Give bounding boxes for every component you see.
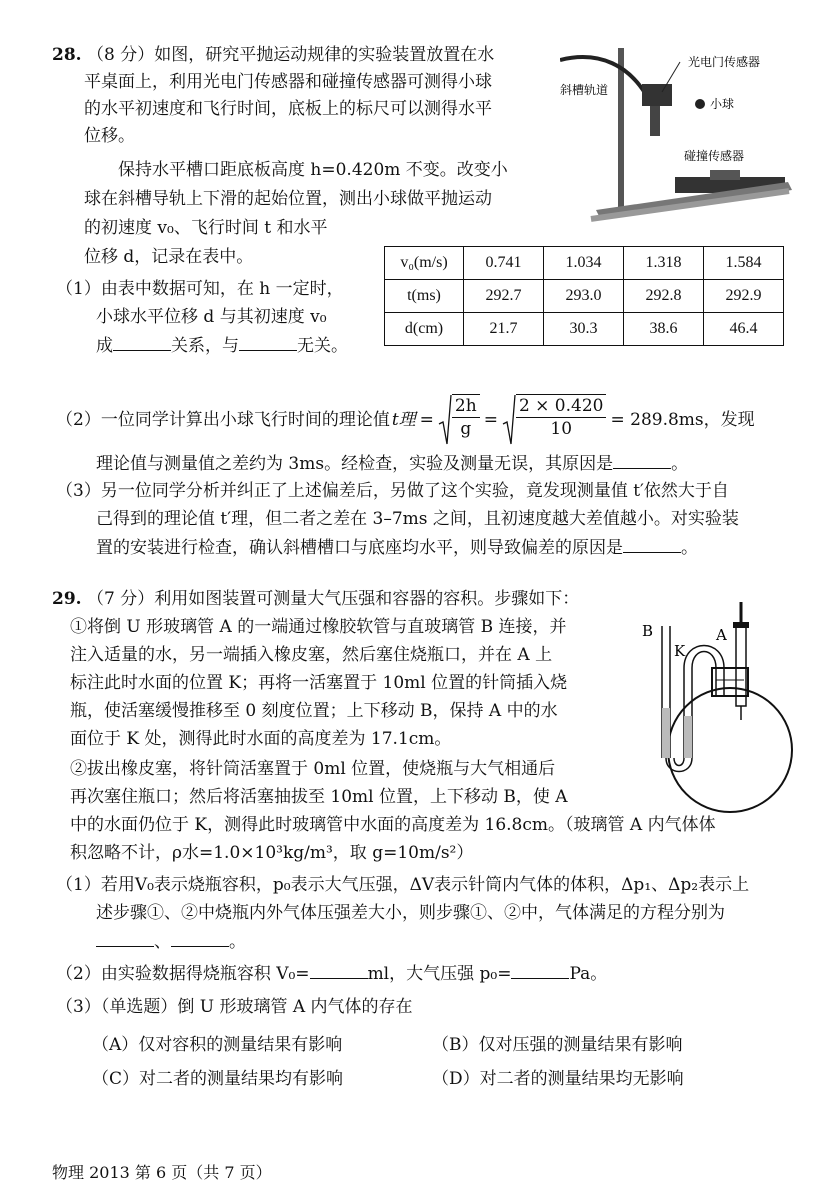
q29-step1-3: 标注此时水面的位置 K；再将一活塞置于 10ml 位置的针筒插入烧 xyxy=(70,673,568,693)
q29-sub1-3 xyxy=(96,930,246,953)
equals-sign: = xyxy=(483,410,498,430)
table-cell: 293.0 xyxy=(544,280,624,313)
q28-sub2-1 xyxy=(56,390,755,450)
q29-intro: 利用如图装置可测量大气压强和容器的容积。步骤如下： xyxy=(154,589,580,609)
table-cell: 1.318 xyxy=(624,247,704,280)
q29-step2-1: ②拔出橡皮塞，将针筒活塞置于 0ml 位置，使烧瓶与大气相通后 xyxy=(70,759,556,779)
sqrt-2h-over-g xyxy=(438,394,480,446)
answer-blank[interactable] xyxy=(623,536,681,553)
q29-score: （7 分） xyxy=(86,589,155,609)
q28-sub2-result: = 289.8ms，发现 xyxy=(610,410,755,430)
q28-sub1-1: （1）由表中数据可知，在 h 一定时， xyxy=(56,279,344,299)
page-footer: 物理 2013 第 6 页（共 7 页） xyxy=(52,1163,272,1182)
fraction-denominator: 10 xyxy=(550,419,573,439)
label-impact-sensor: 碰撞传感器 xyxy=(684,149,745,163)
answer-blank[interactable] xyxy=(310,962,368,979)
q29-number: 29. xyxy=(52,589,82,609)
q28-sub1-3 xyxy=(96,334,348,357)
separator: 、 xyxy=(154,932,171,952)
table-row xyxy=(385,280,784,313)
q28-sub3-2: 己得到的理论值 t′理，但二者之差在 3–7ms 之间，且初速度越大差值越小。对实验装 xyxy=(96,509,739,529)
fraction-numerator: 2h xyxy=(452,395,480,418)
sqrt-icon xyxy=(438,394,452,446)
q28-sub3-end: 。 xyxy=(681,538,698,558)
table-cell: 30.3 xyxy=(544,313,624,346)
q28-data-table xyxy=(384,246,784,346)
q28-intro-2: 平桌面上，利用光电门传感器和碰撞传感器可测得小球 xyxy=(84,72,492,92)
label-track: 斜槽轨道 xyxy=(560,83,609,97)
t-theory-symbol: t理 xyxy=(391,410,416,430)
q28-sub2-lead: （2）一位同学计算出小球飞行时间的理论值 xyxy=(56,410,390,430)
q28-para2-1: 保持水平槽口距底板高度 h=0.420m 不变。改变小 xyxy=(118,160,508,180)
q29-step2-4: 积忽略不计，ρ水=1.0×10³kg/m³，取 g=10m/s²） xyxy=(70,843,474,863)
q28-intro-3: 的水平初速度和飞行时间，底板上的标尺可以测得水平 xyxy=(84,99,492,119)
answer-blank[interactable] xyxy=(113,334,171,351)
sqrt-icon xyxy=(502,394,516,446)
q28-score: （8 分） xyxy=(86,45,155,65)
q28-intro-1: 如图，研究平抛运动规律的实验装置放置在水 xyxy=(154,45,495,65)
q28-number: 28. xyxy=(52,45,82,65)
q28-sub1-text-b: 关系，与 xyxy=(171,336,239,356)
answer-blank[interactable] xyxy=(511,962,569,979)
table-cell: 292.9 xyxy=(704,280,784,313)
sqrt-numeric xyxy=(502,394,607,446)
q28-para2-2: 球在斜槽导轨上下滑的起始位置，测出小球做平抛运动 xyxy=(84,189,492,209)
table-cell: 292.8 xyxy=(624,280,704,313)
fraction-numerator: 2 × 0.420 xyxy=(516,395,607,418)
table-header-t: t(ms) xyxy=(385,280,464,313)
q29-step1-2: 注入适量的水，另一端插入橡皮塞，然后塞住烧瓶口，并在 A 上 xyxy=(70,645,553,665)
q28-sub1-2: 小球水平位移 d 与其初速度 v₀ xyxy=(96,307,327,327)
table-header-v0: v₀(m/s) xyxy=(385,247,464,280)
table-cell: 21.7 xyxy=(464,313,544,346)
q29-sub3: （3）（单选题）倒 U 形玻璃管 A 内气体的存在 xyxy=(56,997,413,1017)
q28-sub2-text: 理论值与测量值之差约为 3ms。经检查，实验及测量无误，其原因是 xyxy=(96,454,614,474)
flask-apparatus-figure xyxy=(620,598,800,818)
q28-intro-4: 位移。 xyxy=(84,126,135,146)
q29-sub2-lead: （2）由实验数据得烧瓶容积 V₀= xyxy=(56,964,310,984)
table-row xyxy=(385,247,784,280)
q29-sub2 xyxy=(56,962,607,985)
q28-sub2-end: 。 xyxy=(671,454,689,474)
q28-sub3-3 xyxy=(96,536,698,559)
table-cell: 46.4 xyxy=(704,313,784,346)
q29-step2-2: 再次塞住瓶口；然后将活塞抽拔至 10ml 位置，上下移动 B，使 A xyxy=(70,787,568,807)
table-cell: 1.584 xyxy=(704,247,784,280)
fraction-denominator: g xyxy=(460,419,472,439)
table-cell: 1.034 xyxy=(544,247,624,280)
projectile-apparatus-figure xyxy=(560,36,800,222)
q28-line-1 xyxy=(52,44,494,66)
equals-sign: = xyxy=(419,410,434,430)
label-photogate-sensor: 光电门传感器 xyxy=(688,55,761,69)
table-header-d: d(cm) xyxy=(385,313,464,346)
option-c[interactable]: （C）对二者的测量结果均有影响 xyxy=(92,1069,344,1089)
q29-sub2-mid: ml，大气压强 p₀= xyxy=(367,964,512,984)
q29-line-1 xyxy=(52,588,579,610)
label-tube-b: B xyxy=(642,622,654,640)
answer-blank[interactable] xyxy=(613,452,671,469)
q29-step1-4: 瓶，使活塞缓慢推移至 0 刻度位置；上下移动 B，保持 A 中的水 xyxy=(70,701,558,721)
q28-sub1-text-a: 成 xyxy=(96,336,113,356)
table-cell: 38.6 xyxy=(624,313,704,346)
q29-sub1-2: 述步骤①、②中烧瓶内外气体压强差大小，则步骤①、②中，气体满足的方程分别为 xyxy=(96,903,725,923)
answer-blank[interactable] xyxy=(171,930,229,947)
answer-blank[interactable] xyxy=(239,334,297,351)
q28-sub2-2 xyxy=(96,452,688,475)
label-mark-k: K xyxy=(674,642,686,660)
option-d[interactable]: （D）对二者的测量结果均无影响 xyxy=(432,1069,684,1089)
q28-sub1-text-c: 无关。 xyxy=(297,336,348,356)
option-b[interactable]: （B）仅对压强的测量结果有影响 xyxy=(432,1035,683,1055)
label-ball: 小球 xyxy=(710,97,735,111)
table-row xyxy=(385,313,784,346)
table-cell: 292.7 xyxy=(464,280,544,313)
answer-blank[interactable] xyxy=(96,930,154,947)
q29-sub2-end: Pa。 xyxy=(569,964,608,984)
q29-step2-3: 中的水面仍位于 K，测得此时玻璃管中水面的高度差为 16.8cm。（玻璃管 A 内气体体 xyxy=(70,815,716,835)
table-cell: 0.741 xyxy=(464,247,544,280)
q28-sub3-text: 置的安装进行检查，确认斜槽槽口与底座均水平，则导致偏差的原因是 xyxy=(96,538,623,558)
label-tube-a: A xyxy=(716,626,727,644)
q29-sub1-end: 。 xyxy=(229,932,246,952)
q29-sub1-1: （1）若用V₀表示烧瓶容积，p₀表示大气压强，ΔV表示针筒内气体的体积，Δp₁、Δp₂表示上 xyxy=(56,875,750,895)
option-a[interactable]: （A）仅对容积的测量结果有影响 xyxy=(92,1035,343,1055)
q28-para2-3: 的初速度 v₀、飞行时间 t 和水平 xyxy=(84,218,328,238)
q29-step1-1: ①将倒 U 形玻璃管 A 的一端通过橡胶软管与直玻璃管 B 连接，并 xyxy=(70,617,567,637)
q28-para2-4: 位移 d，记录在表中。 xyxy=(84,247,254,267)
q28-sub3-1: （3）另一位同学分析并纠正了上述偏差后，另做了这个实验，竟发现测量值 t′依然大于自 xyxy=(56,481,729,501)
q29-step1-5: 面位于 K 处，测得此时水面的高度差为 17.1cm。 xyxy=(70,729,452,749)
